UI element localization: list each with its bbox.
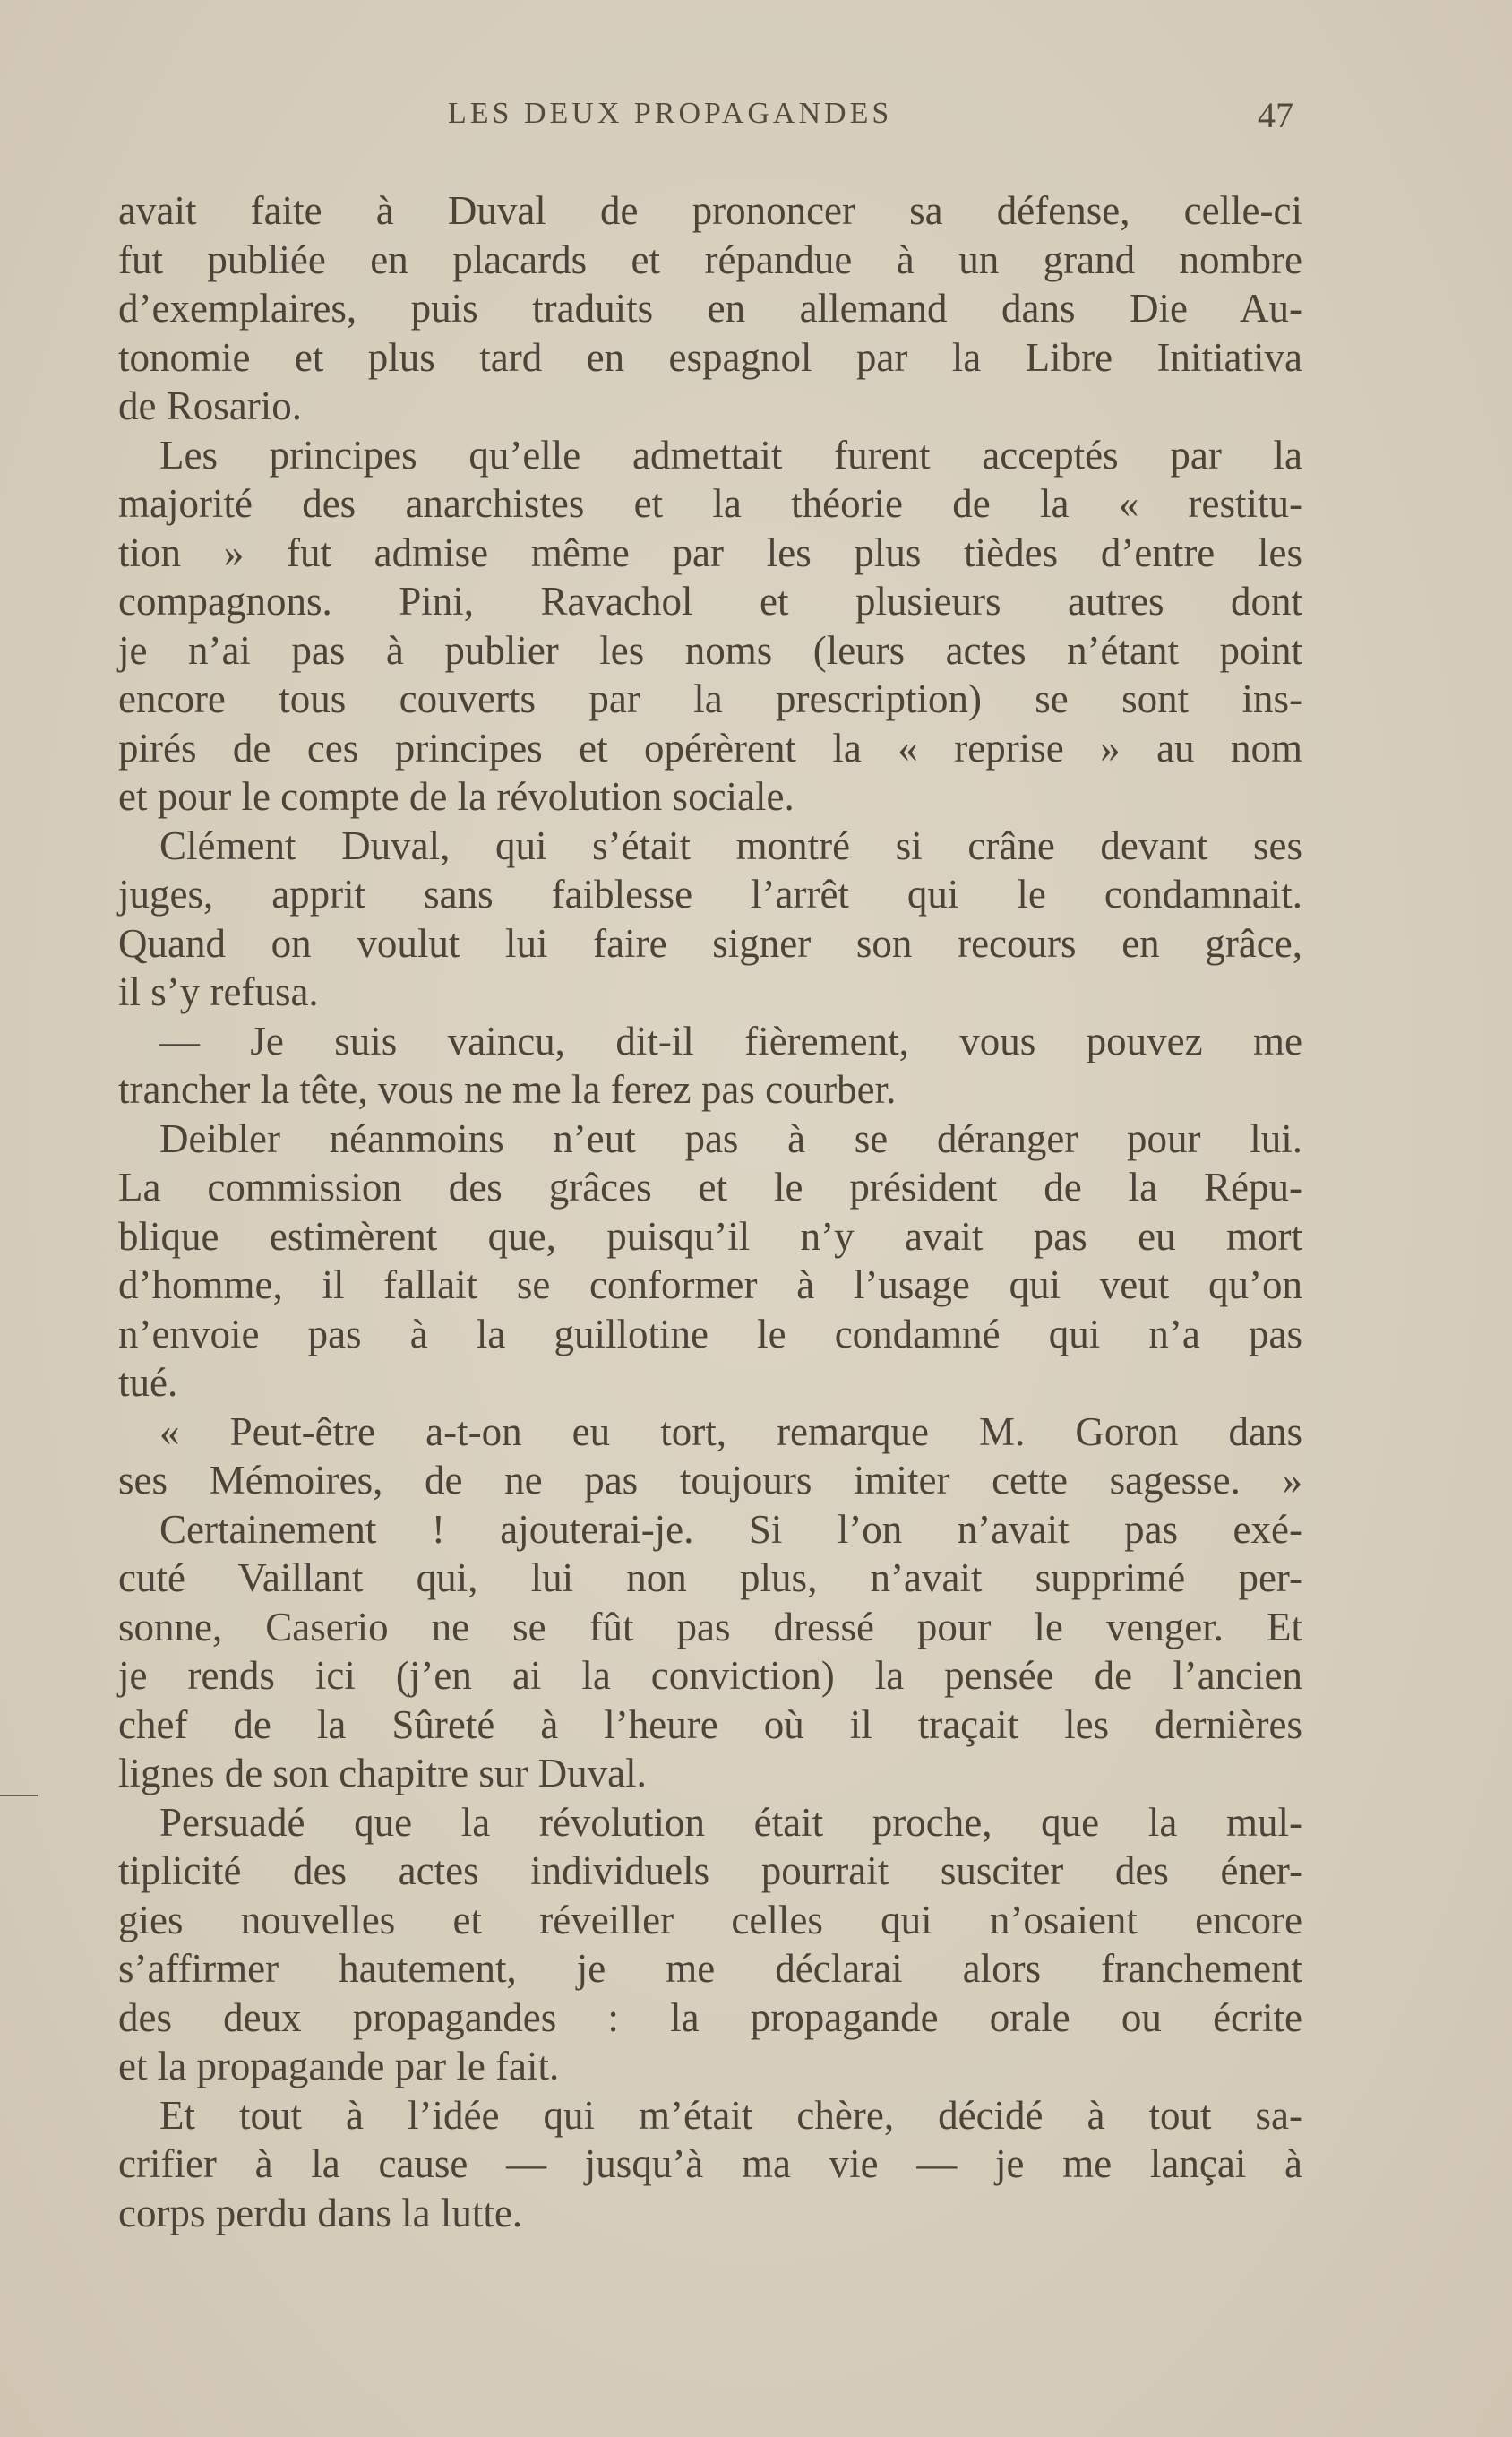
text-line: Persuadé que la révolution était proche, que la mul- <box>159 1799 1302 1845</box>
running-title: LES DEUX PROPAGANDES <box>448 97 893 130</box>
text-line: d’homme, il fallait se conformer à l’usage qui veut qu’on <box>118 1262 1302 1307</box>
text-line: pirés de ces principes et opérèrent la « reprise » au nom <box>118 725 1302 771</box>
text-line: compagnons. Pini, Ravachol et plusieurs autres dont <box>118 579 1302 624</box>
text-line: lignes de son chapitre sur Duval. <box>118 1751 647 1795</box>
text-line: gies nouvelles et réveiller celles qui n’osaient encore <box>118 1897 1302 1942</box>
page-number: 47 <box>1258 95 1293 135</box>
text-line: juges, apprit sans faiblesse l’arrêt qui le condamnait. <box>118 872 1302 917</box>
text-line: tiplicité des actes individuels pourrait susciter des éner- <box>118 1848 1302 1893</box>
text-line: Quand on voulut lui faire signer son recours en grâce, <box>118 920 1302 966</box>
text-line: des deux propagandes : la propagande orale ou écrite <box>118 1994 1302 2040</box>
text-line: et la propagande par le fait. <box>118 2044 560 2088</box>
body-text <box>118 186 1302 2237</box>
text-line: chef de la Sûreté à l’heure où il traçait les dernières <box>118 1701 1302 1747</box>
text-line: tonomie et plus tard en espagnol par la Libre Initiativa <box>118 334 1302 380</box>
text-line: Deibler néanmoins n’eut pas à se déranger pour lui. <box>159 1115 1302 1161</box>
text-line: avait faite à Duval de prononcer sa défense, celle-ci <box>118 188 1302 233</box>
text-line: d’exemplaires, puis traduits en allemand dans Die Au- <box>118 286 1302 331</box>
text-line: fut publiée en placards et répandue à un grand nombre <box>118 237 1302 282</box>
text-line: tué. <box>118 1360 178 1405</box>
margin-mark <box>0 1795 38 1796</box>
text-line: Clément Duval, qui s’était montré si crâne devant ses <box>159 822 1302 868</box>
text-line: sonne, Caserio ne se fût pas dressé pour le venger. Et <box>118 1604 1302 1649</box>
text-line: encore tous couverts par la prescription) se sont ins- <box>118 676 1302 721</box>
text-line: et pour le compte de la révolution sociale. <box>118 774 795 819</box>
text-line: ses Mémoires, de ne pas toujours imiter cette sagesse. » <box>118 1458 1302 1503</box>
text-line: je rends ici (j’en ai la conviction) la pensée de l’ancien <box>118 1653 1302 1698</box>
text-line: majorité des anarchistes et la théorie de la « restitu- <box>118 481 1302 526</box>
text-line: n’envoie pas à la guillotine le condamné qui n’a pas <box>118 1311 1302 1356</box>
text-line: s’affirmer hautement, je me déclarai alors franchement <box>118 1946 1302 1991</box>
text-line: trancher la tête, vous ne me la ferez pas courber. <box>118 1067 897 1112</box>
text-line: tion » fut admise même par les plus tièdes d’entre les <box>118 530 1302 575</box>
text-line: La commission des grâces et le président de la Répu- <box>118 1165 1302 1210</box>
text-line: je n’ai pas à publier les noms (leurs actes n’étant point <box>118 627 1302 673</box>
text-line: de Rosario. <box>118 383 302 428</box>
text-line: Et tout à l’idée qui m’était chère, décidé à tout sa- <box>159 2092 1302 2138</box>
text-line: Les principes qu’elle admettait furent acceptés par la <box>159 432 1302 478</box>
text-line: crifier à la cause — jusqu’à ma vie — je me lançai à <box>118 2141 1302 2186</box>
text-line: Certainement ! ajouterai-je. Si l’on n’avait pas exé- <box>159 1506 1302 1552</box>
text-line: — Je suis vaincu, dit-il fièrement, vous pouvez me <box>159 1018 1302 1063</box>
text-line: il s’y refusa. <box>118 969 319 1014</box>
text-line: cuté Vaillant qui, lui non plus, n’avait supprimé per- <box>118 1555 1302 1600</box>
text-line: « Peut-être a-t-on eu tort, remarque M. Goron dans <box>159 1408 1302 1454</box>
text-line: blique estimèrent que, puisqu’il n’y avait pas eu mort <box>118 1213 1302 1259</box>
text-line: corps perdu dans la lutte. <box>118 2190 523 2235</box>
